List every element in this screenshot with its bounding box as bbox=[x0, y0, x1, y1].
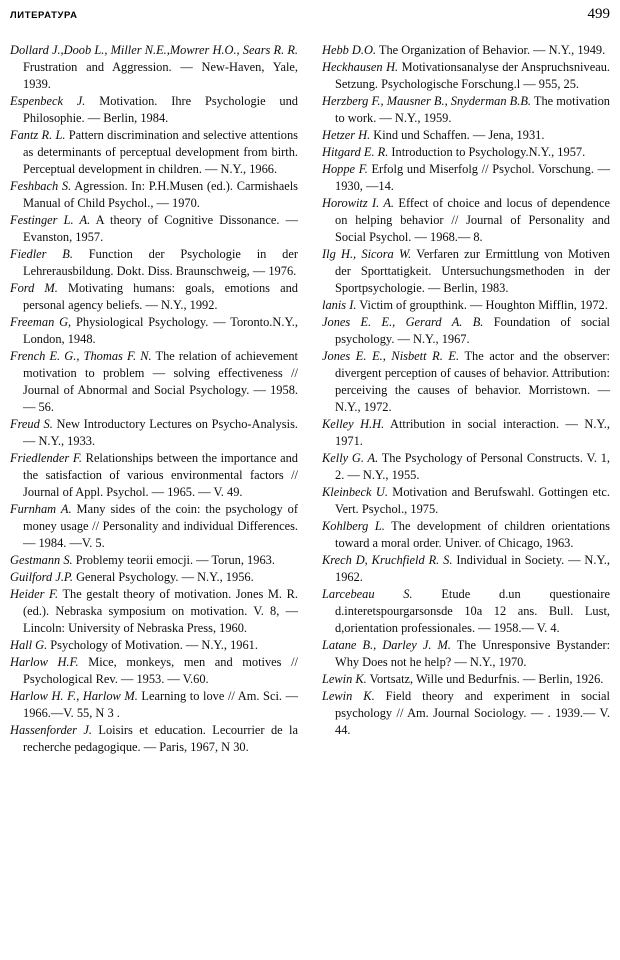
bibliography-entry bbox=[322, 144, 610, 161]
bibliography-entry bbox=[10, 348, 298, 416]
entry-authors: Ilg H., Sicora W. bbox=[322, 247, 412, 261]
entry-authors: Hoppe F. bbox=[322, 162, 368, 176]
entry-authors: Horowitz I. A. bbox=[322, 196, 395, 210]
entry-authors: Gestmann S. bbox=[10, 553, 73, 567]
entry-authors: Hetzer H. bbox=[322, 128, 371, 142]
entry-text: Effect of choice and locus of dependence on helping behavior // Journal of Personality and Social Psychol. — 1968.— 8. bbox=[335, 196, 610, 244]
entry-authors: Freud S. bbox=[10, 417, 53, 431]
left-column bbox=[10, 42, 298, 756]
bibliography-entry bbox=[10, 93, 298, 127]
entry-text: Vortsatz, Wille und Bedurfnis. — Berlin, 1926. bbox=[366, 672, 604, 686]
entry-text: Etude d.un questionaire d.interetspourgarsonsde 10a 12 ans. Bull. Lust, d,orientation professionales. — 1958.— V. 4. bbox=[335, 587, 610, 635]
entry-text: Pattern discrimination and selective attentions as determinants of perceptual development from birth. Perceptual development in children. — N.Y., 1966. bbox=[23, 128, 299, 176]
entry-authors: Fantz R. L. bbox=[10, 128, 66, 142]
entry-authors: Fiedler B. bbox=[10, 247, 73, 261]
entry-text: Field theory and experiment in social psychology // Am. Journal Sociology. — . 1939.— V. 44. bbox=[335, 689, 610, 737]
running-head: ЛИТЕРАТУРА bbox=[10, 10, 78, 21]
entry-authors: Herzberg F., Mausner B., Snyderman B.B. bbox=[322, 94, 532, 108]
bibliography-entry bbox=[322, 246, 610, 297]
bibliography-entry bbox=[322, 637, 610, 671]
entry-text: The motivation to work. — N.Y., 1959. bbox=[335, 94, 610, 125]
bibliography-entry bbox=[10, 314, 298, 348]
bibliography-entry bbox=[322, 552, 610, 586]
entry-text: The gestalt theory of motivation. Jones M. R. (ed.). Nebraska symposium on motivation. V. 8, — Lincoln: University of Nebraska Press, 1960. bbox=[23, 587, 298, 635]
entry-authors: Kelly G. A. bbox=[322, 451, 379, 465]
entry-authors: Espenbeck J. bbox=[10, 94, 86, 108]
entry-authors: Festinger L. A. bbox=[10, 213, 91, 227]
entry-text: Loisirs et education. Lecourrier de la recherche pedagogique. — Paris, 1967, N 30. bbox=[23, 723, 298, 754]
entry-authors: Lewin K. bbox=[322, 672, 367, 686]
entry-authors: Feshbach S. bbox=[10, 179, 72, 193]
entry-text: Physiological Psychology. — Toronto.N.Y., London, 1948. bbox=[23, 315, 298, 346]
bibliography-entry bbox=[322, 688, 610, 739]
entry-text: Motivationsanalyse der Anspruchsniveau. Setzung. Psychologische Forschung.l — 955, 25. bbox=[335, 60, 610, 91]
entry-authors: Kelley H.H. bbox=[322, 417, 385, 431]
bibliography-entry bbox=[322, 314, 610, 348]
bibliography-entry bbox=[322, 195, 610, 246]
entry-authors: Friedlender F. bbox=[10, 451, 82, 465]
entry-authors: Guilford J.P. bbox=[10, 570, 73, 584]
bibliography-entry bbox=[10, 178, 298, 212]
bibliography-entry bbox=[322, 518, 610, 552]
entry-authors: Furnham A. bbox=[10, 502, 72, 516]
entry-authors: Harlow H. F., Harlow M. bbox=[10, 689, 138, 703]
entry-authors: Hassenforder J. bbox=[10, 723, 93, 737]
entry-authors: Heider F. bbox=[10, 587, 59, 601]
bibliography-entry bbox=[322, 450, 610, 484]
entry-text: Foundation of social psychology. — N.Y., 1967. bbox=[335, 315, 611, 346]
entry-authors: Ford M. bbox=[10, 281, 58, 295]
entry-text: A theory of Cognitive Dissonance. — Evanston, 1957. bbox=[23, 213, 298, 244]
entry-authors: lanis I. bbox=[322, 298, 357, 312]
entry-text: The Unresponsive Bystander: Why Does not he help? — N.Y., 1970. bbox=[335, 638, 611, 669]
entry-text: Relationships between the importance and the satisfaction of various environmental factors // Journal of Appl. Psychol. — 1965. — V. 49. bbox=[23, 451, 298, 499]
entry-text: Many sides of the coin: the psychology of money usage // Personality and individual Differences. — 1984. —V. 5. bbox=[23, 502, 298, 550]
bibliography-entry bbox=[10, 212, 298, 246]
entry-text: Verfaren zur Ermittlung von Motiven der Sporttatigkeit. Untersuchungsmethoden in der Sportpsychologie. — Berlin, 1983. bbox=[335, 247, 610, 295]
entry-text: Agression. In: P.H.Musen (ed.). Carmishaels Manual of Child Psychol., — 1970. bbox=[23, 179, 298, 210]
entry-authors: Larcebeau S. bbox=[322, 587, 413, 601]
entry-text: The Psychology of Personal Constructs. V. 1, 2. — N.Y., 1955. bbox=[335, 451, 610, 482]
entry-authors: Dollard J.,Doob L., Miller N.E.,Mowrer H.O., Sears R. R. bbox=[10, 43, 298, 57]
entry-text: The development of children orientations toward a moral order. Univer. of Chicago, 1963. bbox=[335, 519, 610, 550]
bibliography-entry bbox=[322, 416, 610, 450]
entry-authors: Kohlberg L. bbox=[322, 519, 385, 533]
entry-authors: Hall G. bbox=[10, 638, 48, 652]
bibliography-entry bbox=[322, 484, 610, 518]
entry-authors: Lewin K. bbox=[322, 689, 375, 703]
page-number: 499 bbox=[587, 6, 610, 22]
entry-authors: French E. G., Thomas F. N. bbox=[10, 349, 152, 363]
entry-text: Motivating humans: goals, emotions and personal agency beliefs. — N.Y., 1992. bbox=[23, 281, 298, 312]
bibliography-entry bbox=[322, 59, 610, 93]
bibliography-entry bbox=[322, 161, 610, 195]
entry-authors: Heckhausen H. bbox=[322, 60, 399, 74]
entry-text: Learning to love // Am. Sci. — 1966.—V. 55, N 3 . bbox=[23, 689, 298, 720]
bibliography-entry bbox=[322, 586, 610, 637]
entry-text: The relation of achievement motivation to problem — solving effectiveness // Journal of Abnormal and Social Psychology. — 1958. — 56. bbox=[23, 349, 299, 414]
entry-text: Introduction to Psychology.N.Y., 1957. bbox=[388, 145, 586, 159]
entry-text: Mice, monkeys, men and motives // Psychological Rev. — 1953. — V.60. bbox=[23, 655, 298, 686]
page-header bbox=[10, 6, 610, 24]
entry-authors: Latane B., Darley J. M. bbox=[322, 638, 451, 652]
bibliography-entry bbox=[322, 127, 610, 144]
bibliography-columns bbox=[10, 42, 610, 756]
bibliography-entry bbox=[10, 654, 298, 688]
entry-text: Kind und Schaffen. — Jena, 1931. bbox=[370, 128, 545, 142]
entry-authors: Hebb D.O. bbox=[322, 43, 377, 57]
bibliography-entry bbox=[10, 280, 298, 314]
entry-authors: Freeman G, bbox=[10, 315, 72, 329]
entry-text: Erfolg und Miserfolg // Psychol. Vorschung. — 1930, —14. bbox=[335, 162, 610, 193]
entry-text: Motivation and Berufswahl. Gottingen etc. Vert. Psychol., 1975. bbox=[335, 485, 611, 516]
entry-text: Frustration and Aggression. — New-Haven, Yale, 1939. bbox=[23, 60, 298, 91]
bibliography-entry bbox=[322, 42, 610, 59]
bibliography-entry bbox=[322, 348, 610, 416]
bibliography-entry bbox=[10, 450, 298, 501]
entry-text: Problemy teorii emocji. — Torun, 1963. bbox=[72, 553, 275, 567]
bibliography-entry bbox=[10, 416, 298, 450]
entry-text: Individual in Society. — N.Y., 1962. bbox=[335, 553, 610, 584]
bibliography-entry bbox=[10, 552, 298, 569]
bibliography-entry bbox=[322, 297, 610, 314]
entry-authors: Jones E. E., Gerard A. B. bbox=[322, 315, 484, 329]
entry-authors: Hitgard E. R. bbox=[322, 145, 389, 159]
entry-authors: Kleinbeck U. bbox=[322, 485, 388, 499]
entry-text: The actor and the observer: divergent perception of causes of behavior. Attribution: perceiving the causes of behavior. Morristown. — N.Y., 1972. bbox=[335, 349, 610, 414]
entry-authors: Harlow H.F. bbox=[10, 655, 79, 669]
bibliography-entry bbox=[10, 127, 298, 178]
right-column bbox=[322, 42, 610, 756]
entry-text: General Psychology. — N.Y., 1956. bbox=[73, 570, 254, 584]
entry-text: Psychology of Motivation. — N.Y., 1961. bbox=[47, 638, 258, 652]
bibliography-entry bbox=[10, 246, 298, 280]
bibliography-entry bbox=[10, 586, 298, 637]
bibliography-entry bbox=[10, 569, 298, 586]
entry-text: The Organization of Behavior. — N.Y., 1949. bbox=[376, 43, 606, 57]
bibliography-entry bbox=[10, 688, 298, 722]
bibliography-entry bbox=[10, 722, 298, 756]
bibliography-entry bbox=[322, 671, 610, 688]
bibliography-entry bbox=[10, 637, 298, 654]
entry-text: Motivation. Ihre Psychologie und Philosophie. — Berlin, 1984. bbox=[23, 94, 298, 125]
entry-text: Function der Psychologie in der Lehrerausbildung. Dokt. Diss. Braunschweig, — 1976. bbox=[23, 247, 299, 278]
bibliography-entry bbox=[10, 501, 298, 552]
entry-authors: Jones E. E., Nisbett R. E. bbox=[322, 349, 460, 363]
bibliography-entry bbox=[10, 42, 298, 93]
entry-authors: Krech D, Kruchfield R. S. bbox=[322, 553, 453, 567]
entry-text: New Introductory Lectures on Psycho-Analysis. — N.Y., 1933. bbox=[23, 417, 298, 448]
entry-text: Victim of groupthink. — Houghton Mifflin, 1972. bbox=[356, 298, 608, 312]
entry-text: Attribution in social interaction. — N.Y., 1971. bbox=[335, 417, 610, 448]
bibliography-entry bbox=[322, 93, 610, 127]
